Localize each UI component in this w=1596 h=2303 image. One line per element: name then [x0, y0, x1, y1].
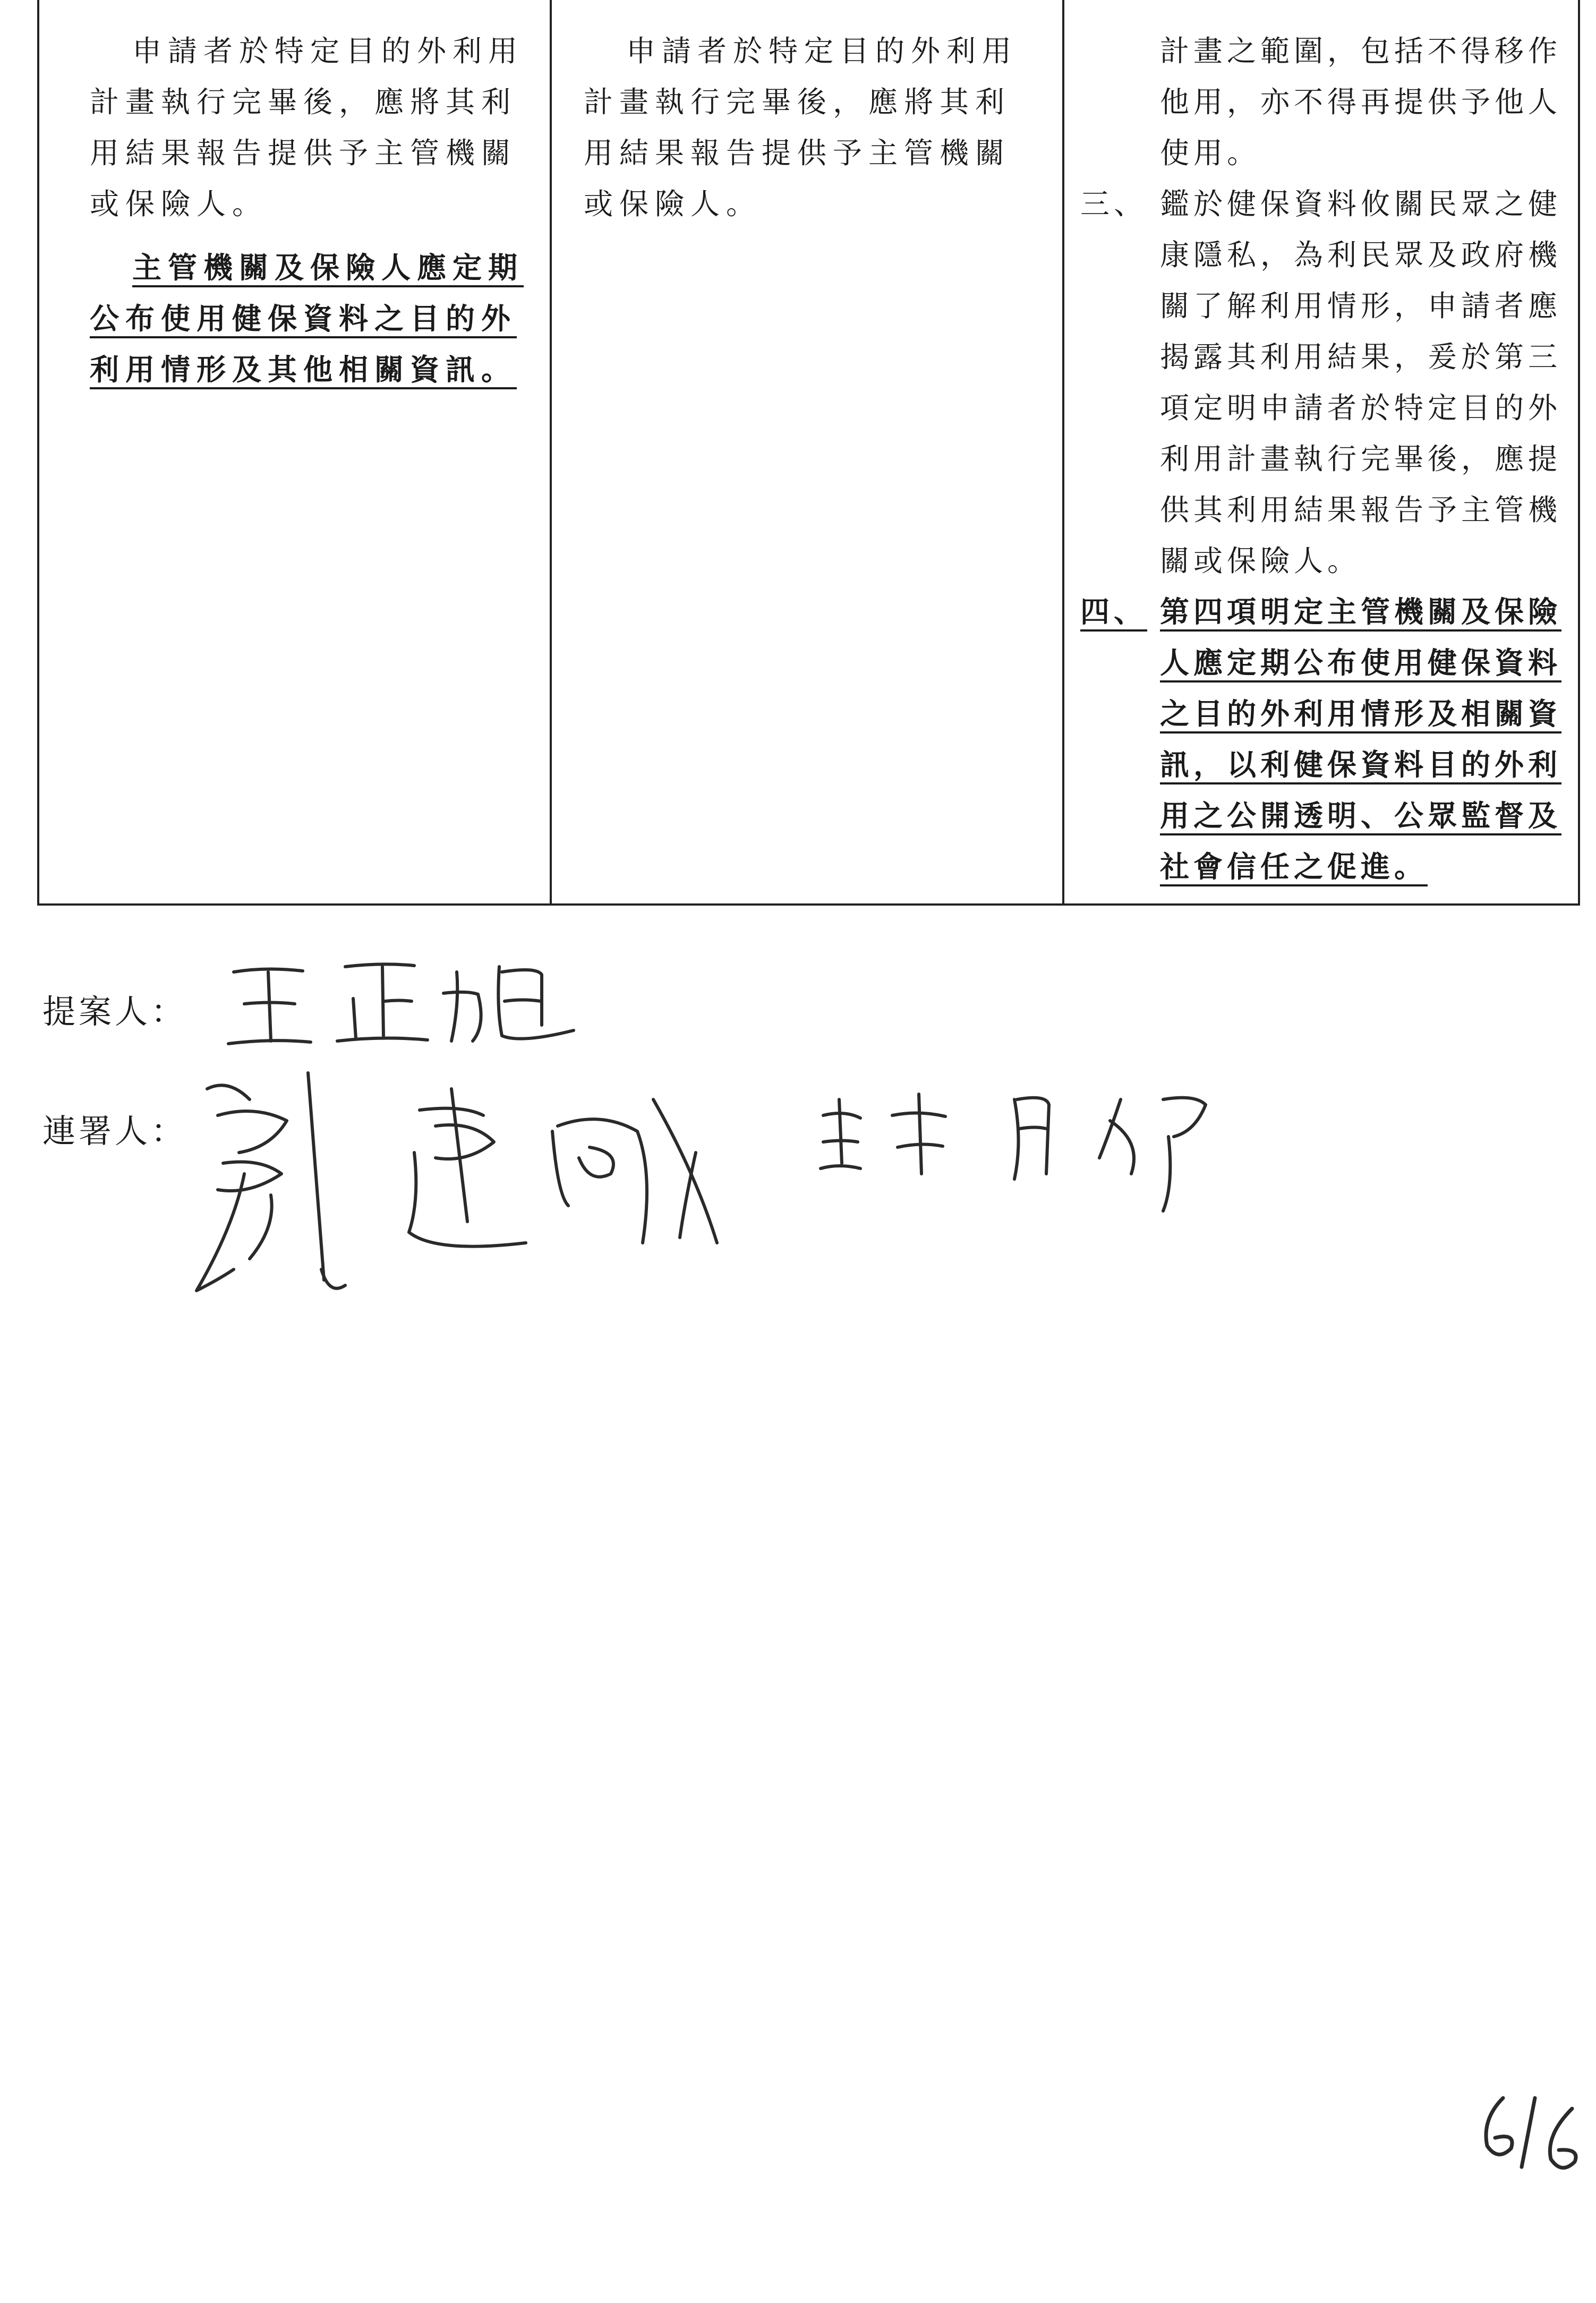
- explanation-item-4-text: 第四項明定主管機關及保險人應定期公布使用健保資料之目的外利用情形及相關資訊，以利健保資料目的外利用之公開透明、公眾監督及社會信任之促進。: [1160, 594, 1562, 884]
- explanation-continued: 計畫之範圍，包括不得移作他用，亦不得再提供予他人使用。: [1160, 34, 1562, 170]
- amended-paragraph-2: 主管機關及保險人應定期公布使用健保資料之目的外利用情形及其他相關資訊。: [90, 250, 524, 387]
- current-paragraph-1: 申請者於特定目的外利用計畫執行完畢後，應將其利用結果報告提供予主管機關或保險人。: [584, 34, 1018, 221]
- proposer-signature: [223, 951, 584, 1057]
- table-column-amended: [39, 0, 552, 903]
- page-number-mark: [1471, 2087, 1588, 2183]
- table-column-explanation: [1064, 0, 1578, 903]
- explanation-item-3-text: 鑑於健保資料攸關民眾之健康隱私，為利民眾及政府機關了解利用情形，申請者應揭露其利用結果，爰於第三項定明申請者於特定目的外利用計畫執行完畢後，應提供其利用結果報告予主管機關或保險人。: [1160, 187, 1562, 578]
- cosigner-label: 連署人：: [42, 1112, 187, 1150]
- explanation-item-3: [1080, 178, 1578, 586]
- explanation-item-4-number: 四、: [1080, 594, 1148, 629]
- explanation-item-4: [1080, 586, 1578, 892]
- table-column-current: [552, 0, 1064, 903]
- comparison-table: [37, 0, 1580, 906]
- proposer-label: 提案人：: [42, 992, 187, 1031]
- cosigner-signature: [186, 1068, 1222, 1307]
- explanation-item-3-number: 三、: [1080, 187, 1148, 221]
- amended-paragraph-1: 申請者於特定目的外利用計畫執行完畢後，應將其利用結果報告提供予主管機關或保險人。: [90, 34, 524, 221]
